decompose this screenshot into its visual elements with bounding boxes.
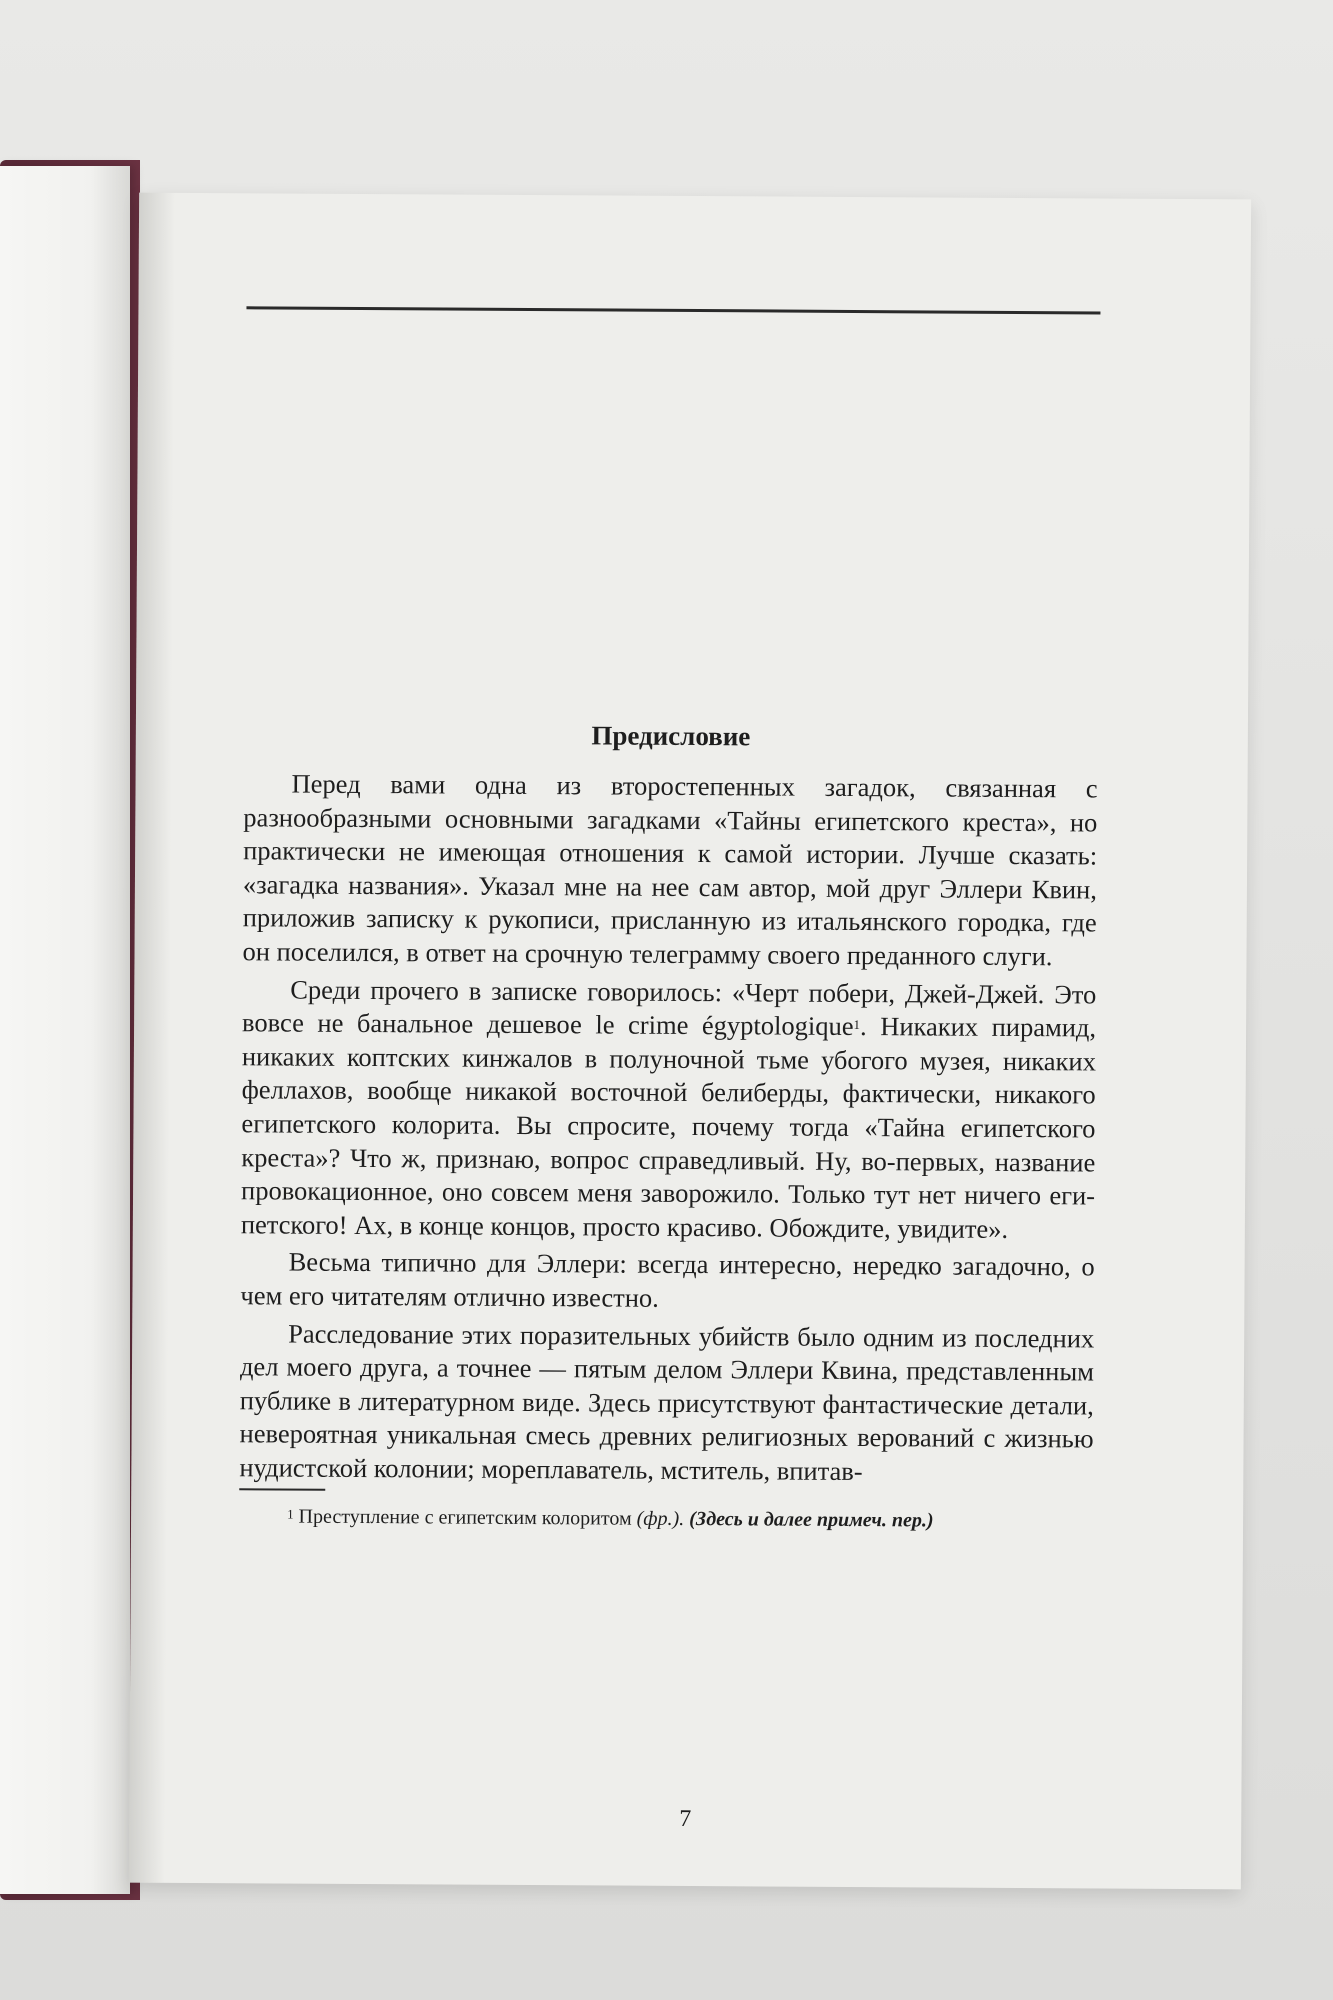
paragraph: Расследование этих поразительных убийств было одним из последних дел моего друга, а точнее — пятым делом Эллери Квина, представленным публике в литературном виде. Здесь присутствуют фантастические детали, невероятная уникальная смесь древних религиозных верований с жизнью нудистской колонии; мореплаватель, мститель, впитав- [239,1318,1095,1486]
footnote [239,1502,1093,1535]
footnote-note: (Здесь и далее примеч. пер.) [689,1507,934,1532]
page-content [239,713,1098,1535]
footnote-rule [239,1489,325,1491]
footnote-marker: 1 [853,1017,861,1033]
paragraph [241,973,1097,1247]
header-rule [246,306,1100,314]
paragraph-text: Среди прочего в записке говорилось: «Черт побери, Джей-Джей. Это вовсе не банальное дешевое le crime égyptologique [242,974,1097,1042]
book-page [129,193,1251,1890]
left-page-edge [0,166,130,1894]
paragraph: Весьма типично для Эллери: всегда интересно, нередко загадочно, о чем его читателям отлично известно. [240,1246,1095,1313]
footnote-number: 1 [287,1506,294,1522]
chapter-title: Предисловие [591,720,751,752]
paragraph-text: . Никаких пирамид, никаких коптских кинжалов в полуночной тьме убогого музея, никаких феллахов, вообще никакой восточной белиберды, фактически, никакого египетского колорита. Вы спросите, почему тогда «Тайна египетского креста»? Что ж, признаю, вопрос справедливый. Ну, во-первых, название провокационное, оно совсем меня заворожило. Только тут нет ничего египетского! Ах, в конце концов, просто красиво. Обождите, увидите». [240,1011,1097,1244]
page-number: 7 [679,1805,692,1833]
paragraph: Перед вами одна из второстепенных загадок, связанная с разнообразными основными загадками «Тайны египетского креста», но практически не имеющая отношения к самой истории. Лучше сказать: «загадка названия». Указал мне на нее сам автор, мой друг Эллери Квин, приложив записку к рукописи, присланную из итальянского городка, где он поселился, в ответ на срочную телеграмму своего преданного слуги. [242,768,1098,972]
footnote-lang: (фр.). [636,1507,685,1530]
footnote-text: Преступление с египетским колоритом [298,1505,632,1530]
